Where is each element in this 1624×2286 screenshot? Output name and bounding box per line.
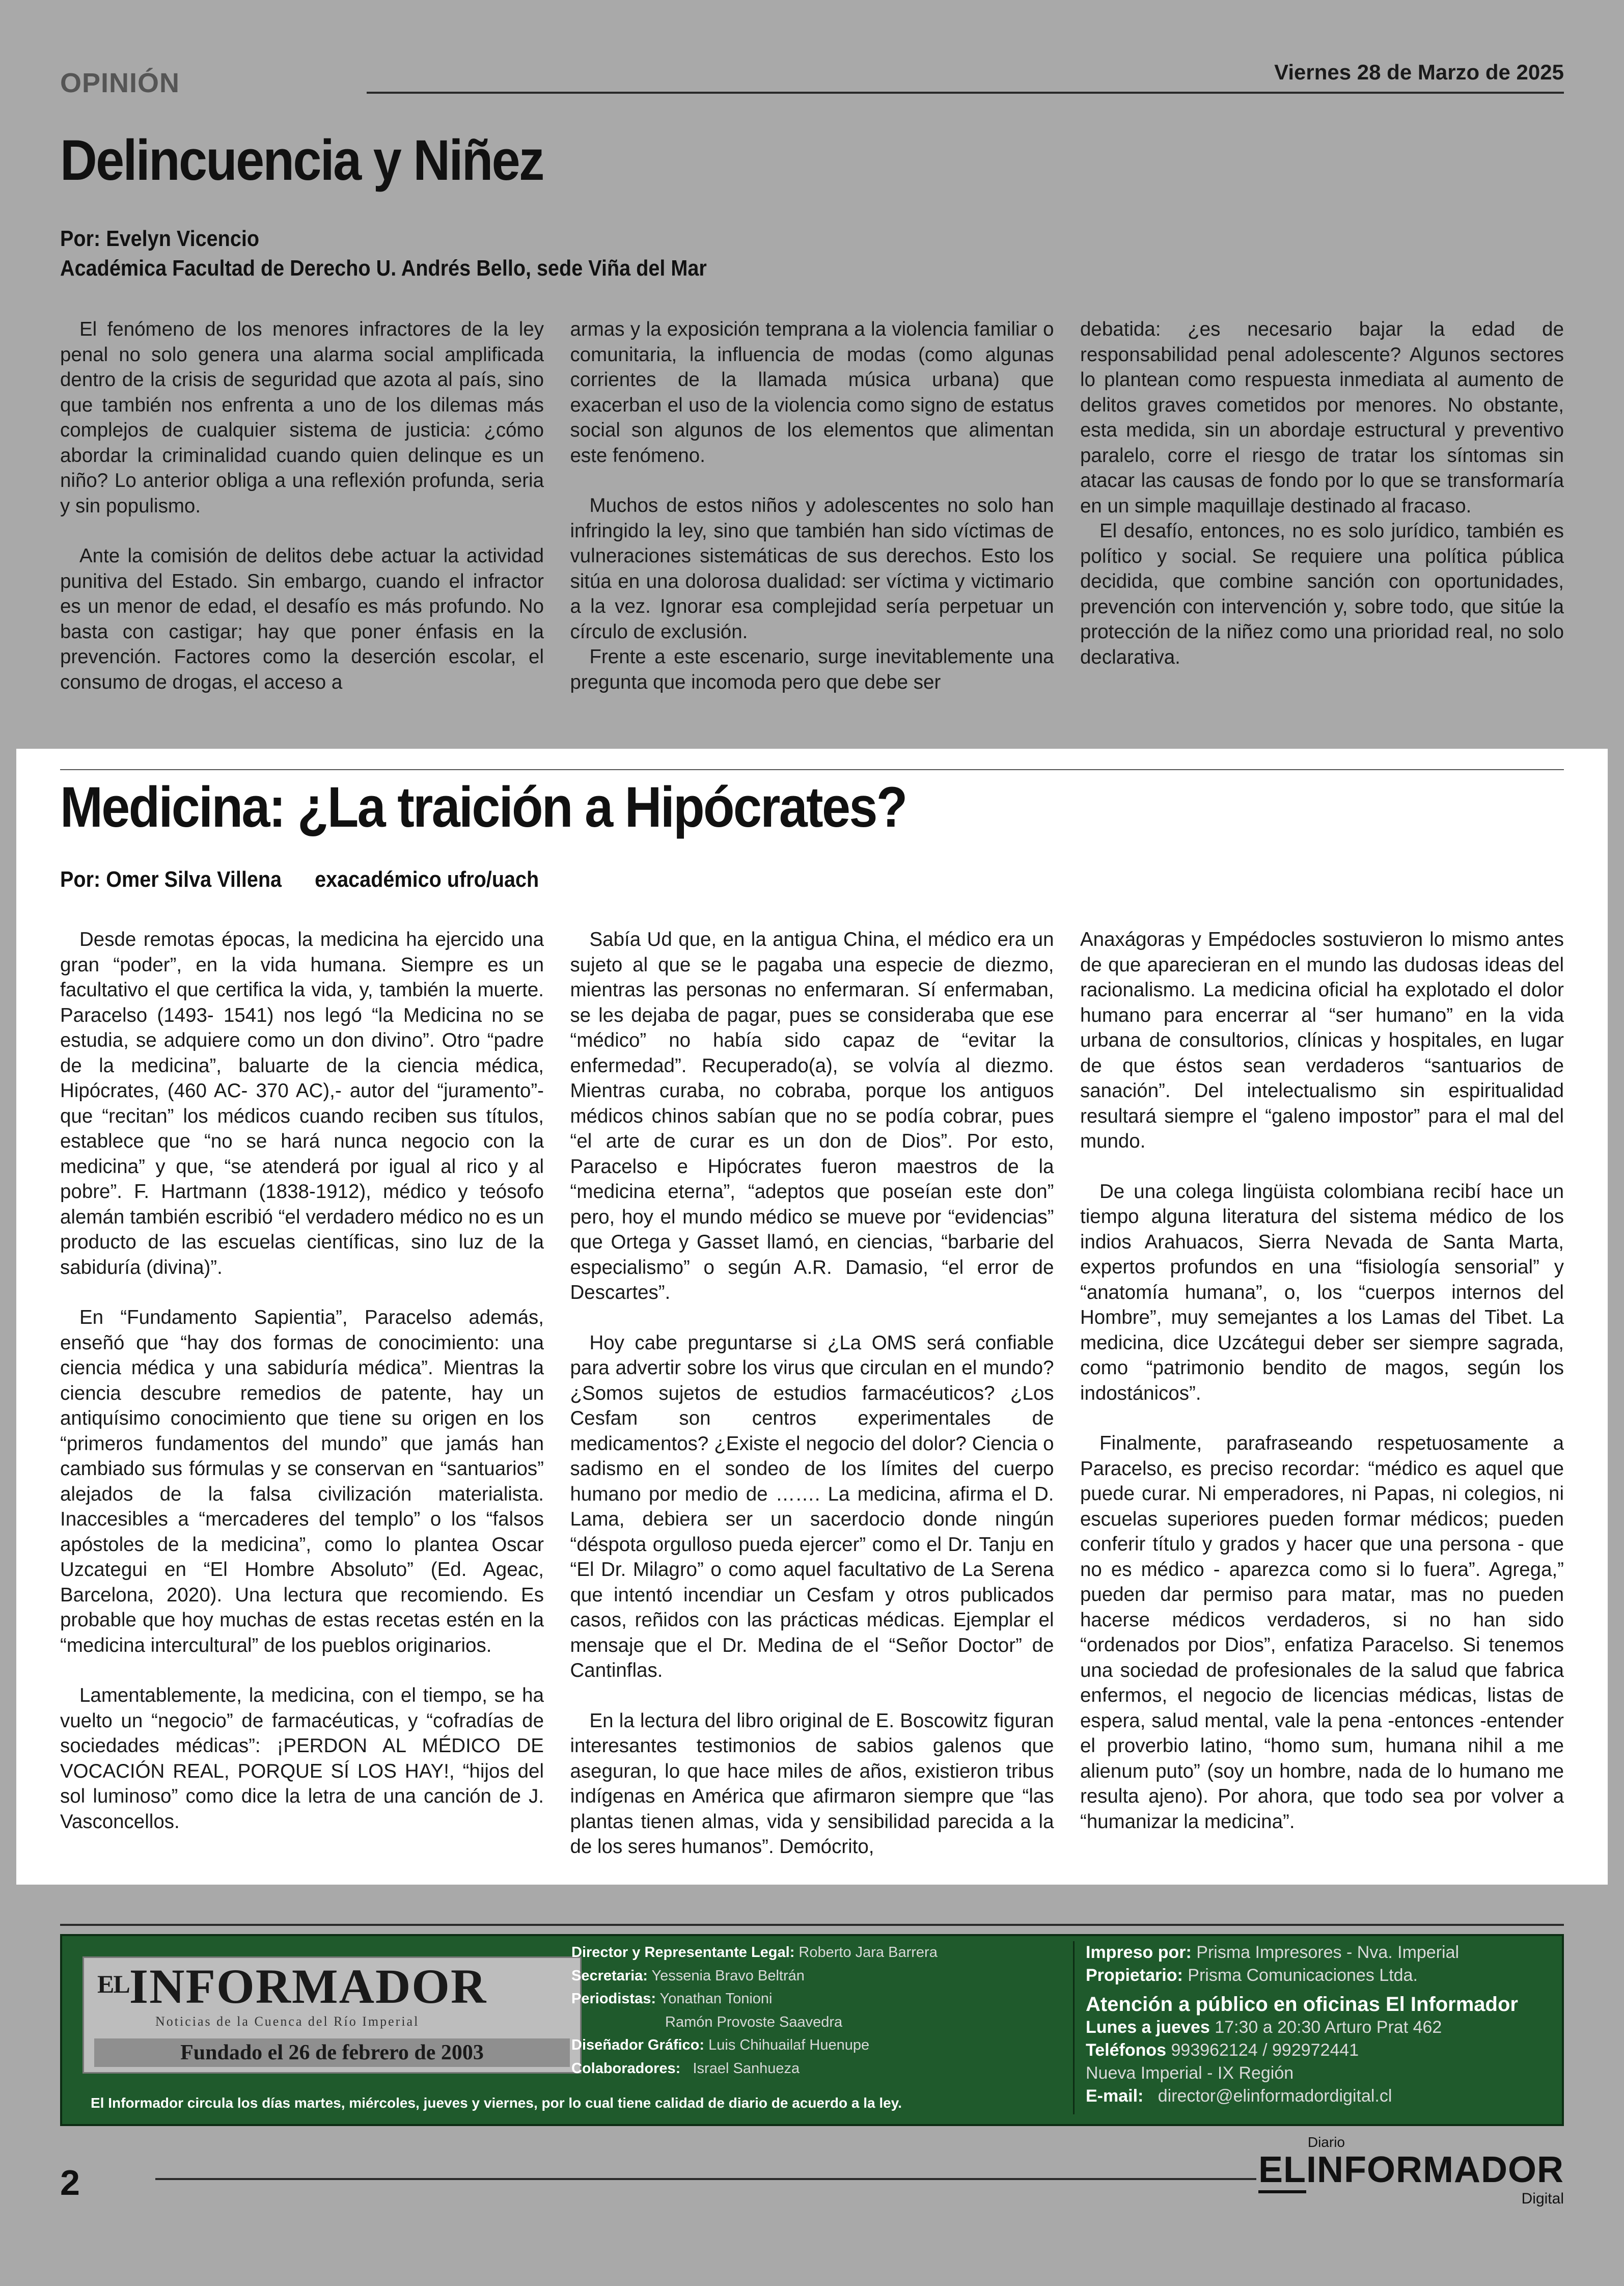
panel-rule: [60, 769, 1564, 770]
author-name: Por: Evelyn Vicencio: [60, 226, 260, 251]
logo-tagline: Noticias de la Cuenca del Río Imperial: [155, 2014, 420, 2029]
credit-secretary: [571, 1965, 938, 1988]
office-hours: [1086, 2016, 1518, 2039]
info-label: Impreso por:: [1086, 1943, 1192, 1962]
info-value: Prisma Impresores - Nva. Imperial: [1196, 1943, 1460, 1962]
paragraph: Sabía Ud que, en la antigua China, el médico era un sujeto al que se le pagaba una especie de diezmo, mientras las personas no enfermaran. Sí enfermaban, se les dejaba de pagar, pues se consideraba que ese “médico” no había sido capaz de “evitar la enfermedad”. Recuperado(a), se volvía al diezmo. Mientras curaba, no cobraba, porque los antiguos médicos chinos sabían que no se podía cobrar, pues “el arte de curar es un don de Dios”. Por esto, Paracelso e Hipócrates fueron maestros de la “medicina eterna”, “adeptos que poseían este don” pero, hoy el mundo médico se mueve por “evidencias” que Ortega y Gasset llamó, en ciencias, “barbarie del especialismo” o según A.R. Damasio, “el error de Descartes”.: [570, 929, 1054, 1303]
paragraph: El desafío, entonces, no es solo jurídico, también es político y social. Se requiere una política pública decidida, que combine sanción con oportunidades, prevención con intervención y, sobre todo, que sitúe la protección de la niñez como una prioridad real, no solo declarativa.: [1080, 520, 1564, 668]
print-info: [1086, 1941, 1518, 2108]
info-label: Teléfonos: [1086, 2040, 1167, 2060]
info-label: Propietario:: [1086, 1966, 1183, 1985]
credit-label: Periodistas:: [571, 1991, 656, 2007]
credit-value: Yonathan Tonioni: [659, 1991, 773, 2007]
author-name: Por: Omer Silva Villena: [60, 867, 282, 892]
founded-date: Fundado el 26 de febrero de 2003: [94, 2038, 570, 2067]
author-affiliation: exacadémico ufro/uach: [315, 867, 539, 892]
paragraph: Hoy cabe preguntarse si ¿La OMS será confiable para advertir sobre los virus que circulan en el mundo? ¿Somos sujetos de estudios farmacéuticos? ¿Los Cesfam son centros experimentales de medicamentos? ¿Existe el negocio del dolor? Ciencia o sadismo en el sondeo de los límites del cuerpo humano por medio de ……. La medicina, afirma el D. Lama, debiera ser un sacerdocio donde ningún “déspota orgulloso pueda ejercer” como el Dr. Tanju en “El Dr. Milagro” o como aquel facultativo de La Serena que intentó incendiar un Cesfam y otros publicados casos, reñidos con las prácticas médicas. Ejemplar el mensaje que el Dr. Medina de el “Señor Doctor” de Cantinflas.: [570, 1331, 1054, 1681]
info-value: 993962124 / 992972441: [1171, 2040, 1359, 2060]
paragraph: debatida: ¿es necesario bajar la edad de responsabilidad penal adolescente? Algunos sectores lo plantean como respuesta inmediata al aumento de delitos graves cometidos por menores. No obstante, esta medida, sin un abordaje estructural y preventivo paralelo, corre el riesgo de tratar los síntomas sin atacar las causas de fondo por lo que se transformaría en un simple maquillaje destinado al fracaso.: [1080, 318, 1564, 517]
info-value: Prisma Comunicaciones Ltda.: [1188, 1966, 1418, 1985]
credit-value: Roberto Jara Barrera: [799, 1944, 938, 1961]
issue-date: Viernes 28 de Marzo de 2025: [1274, 60, 1564, 84]
article-column-1: [60, 927, 544, 1860]
info-label: E-mail:: [1086, 2086, 1144, 2106]
credit-journalists: [571, 1988, 938, 2011]
credit-value: Israel Sanhueza: [693, 2060, 800, 2077]
paragraph: Anaxágoras y Empédocles sostuvieron lo mismo antes de que aparecieran en el mundo las dudosas ideas del racionalismo. La medicina oficial ha explotado el dolor humano para encerrar al “ser humano” en la vida urbana de consultorios, clínicas y hospitales, en lugar de que éstos sean verdaderos “santuarios de sanación”. Del intelectualismo sin espiritualidad resultará siempre el “galeno impostor” para el mal del mundo.: [1080, 929, 1564, 1152]
brand-post: Digital: [1521, 2190, 1564, 2207]
office-attention: Atención a público en oficinas El Informador: [1086, 1993, 1518, 2016]
paragraph: Desde remotas épocas, la medicina ha ejercido una gran “poder”, en la vida humana. Siempre es un facultativo el que certifica la vida, y, también la muerte. Paracelso (1493- 1541) nos legó “la Medicina no se estudia, se adquiere como un don divino”. Otro “padre de la medicina”, baluarte de la ciencia médica, Hipócrates, (460 AC- 370 AC),- autor del “juramento”- que “recitan” los médicos cuando reciben sus títulos, establece que “no se hará nunca negocio con la medicina” y que, “se atenderá por igual al rico y al pobre”. F. Hartmann (1838-1912), médico y teósofo alemán también escribió “el verdadero médico no es un producto de las escuelas científicas, sino luz de la sabiduría (divina)”.: [60, 929, 544, 1278]
paragraph: Frente a este escenario, surge inevitablemente una pregunta que incomoda pero que debe ser: [570, 646, 1054, 693]
paragraph: Finalmente, parafraseando respetuosamente a Paracelso, es preciso recordar: “médico es aquel que puede curar. Ni emperadores, ni Papas, ni colegios, ni escuelas superiores pueden formar médicos; pueden conferir título y grados y hacer que una persona - que no es médico - aparezca como si lo fuera”. Agrega,” pueden dar permiso para matar, mas no pueden hacerse médicos verdaderos, si no han sido “ordenados por Dios”, enfatiza Paracelso. Si tenemos una sociedad de profesionales de la salud que fabrica enfermos, el negocio de licencias médicas, listas de espera, salud mental, vale la pena -entonces -entender el proverbio latino, “homo sum, humana nihil a me alienum puto” (soy un hombre, nada de lo humano me resulta ajeno). Por ahora, que todo sea por volver a “humanizar la medicina”.: [1080, 1432, 1564, 1833]
paragraph: Lamentablemente, la medicina, con el tiempo, se ha vuelto un “negocio” de farmacéuticas, y “cofradías de sociedades médicas”: ¡PERDON AL MÉDICO DE VOCACIÓN REAL, PORQUE SÍ LOS HAY!, “hijos del sol luminoso” como dice la letra de una canción de J. Vasconcellos.: [60, 1684, 544, 1833]
paragraph: En “Fundamento Sapientia”, Paracelso además, enseñó que “hay dos formas de conocimiento: una ciencia médica y una sabiduría médica”. Mientras la ciencia descubre remedios de patente, hay un antiquísimo conocimiento que tiene su origen en los “primeros fundamentos del mundo” que jamás han cambiado sus fórmulas y se conservan en “santuarios” alejados de la falsa civilización materialista. Inaccesibles a “mercaderes del templo” o los “falsos apóstoles de la medicina”, como lo plantea Oscar Uzcategui en “El Hombre Absoluto” (Ed. Ageac, Barcelona, 2020). Una lectura que recomiendo. Es probable que hoy muchas de estas recetas estén en la “medicina intercultural” de los pueblos originarios.: [60, 1307, 544, 1656]
newspaper-logo: [82, 1956, 582, 2074]
article-delincuencia: [60, 127, 1564, 739]
masthead-divider: [1073, 1941, 1075, 2114]
article-column-2: [570, 927, 1054, 1860]
credit-label: Colaboradores:: [571, 2060, 681, 2077]
article-columns: [60, 317, 1564, 695]
article-column-2: [570, 317, 1054, 695]
paragraph: Ante la comisión de delitos debe actuar la actividad punitiva del Estado. Sin embargo, cuando el infractor es un menor de edad, el desafío es más profundo. No basta con castigar; hay que poner énfasis en la prevención. Factores como la deserción escolar, el consumo de drogas, el acceso a: [60, 545, 544, 693]
article-byline: [60, 224, 707, 283]
brand-name: [1258, 2149, 1564, 2193]
owner: [1086, 1964, 1518, 1987]
brand-pre: Diario: [1307, 2134, 1345, 2150]
office-location: Nueva Imperial - IX Región: [1086, 2063, 1294, 2083]
staff-credits: [571, 1941, 938, 2080]
credit-designer: [571, 2034, 938, 2057]
credit-label: Secretaria:: [571, 1967, 648, 1984]
paragraph: armas y la exposición temprana a la violencia familiar o comunitaria, la influencia de modas (como algunas corrientes de la llamada música urbana) que exacerban el uso de la violencia como signo de estatus social son algunos de los elementos que alimentan este fenómeno.: [570, 318, 1054, 467]
credit-value: Luis Chihuailaf Huenupe: [708, 2037, 870, 2053]
info-label: Lunes a jueves: [1086, 2018, 1210, 2037]
article-column-3: [1080, 927, 1564, 1860]
brand-logo: [1258, 2134, 1564, 2208]
article-column-1: [60, 317, 544, 695]
section-label: OPINIÓN: [60, 68, 180, 98]
paragraph: Muchos de estos niños y adolescentes no solo han infringido la ley, sino que también han sido víctimas de vulneraciones sistemáticas de sus derechos. Esto los sitúa en una dolorosa dualidad: ser víctima y victimario a la vez. Ignorar esa complejidad sería perpetuar un círculo de exclusión.: [570, 495, 1054, 643]
paragraph: De una colega lingüista colombiana recibí hace un tiempo alguna literatura del sistema médico de los indios Arahuacos, Sierra Nevada de Santa Marta, expertos profundos en una “fisiología sensorial” y “anatomía humana”, o, los “cuerpos internos del Hombre”, muy semejantes a los Lamas del Tibet. La medicina, dice Uzcátegui deber ser siempre sagrada, como “patrimonio bendito de magos, según los indostánicos”.: [1080, 1180, 1564, 1404]
header-rule: [367, 92, 1564, 94]
circulation-note: El Informador circula los días martes, miércoles, jueves y viernes, por lo cual tiene calidad de diario de acuerdo a la ley.: [91, 2095, 902, 2111]
credit-collaborators: [571, 2057, 938, 2081]
printer: [1086, 1941, 1518, 1964]
article-title: Medicina: ¿La traición a Hipócrates?: [60, 775, 906, 839]
article-byline: [60, 865, 566, 894]
page-number: 2: [60, 2163, 80, 2202]
article-columns: [60, 927, 1564, 1860]
brand-main-name: INFORMADOR: [1306, 2149, 1564, 2190]
office-phones: [1086, 2039, 1518, 2062]
info-value: 17:30 a 20:30 Arturo Prat 462: [1215, 2018, 1442, 2037]
author-affiliation: Académica Facultad de Derecho U. Andrés Bello, sede Viña del Mar: [60, 256, 707, 281]
credit-value: Yessenia Bravo Beltrán: [651, 1967, 805, 1984]
credit-label: Diseñador Gráfico:: [571, 2037, 705, 2053]
footer-rule: [60, 1924, 1564, 1926]
credit-director: [571, 1941, 938, 1965]
email-link[interactable]: director@elinformadordigital.cl: [1158, 2086, 1392, 2106]
newspaper-masthead: [60, 1934, 1564, 2126]
credit-label: Director y Representante Legal:: [571, 1944, 795, 1961]
credit-value: Ramón Provoste Saavedra: [665, 2013, 843, 2030]
article-title: Delincuencia y Niñez: [60, 128, 543, 192]
article-column-3: [1080, 317, 1564, 695]
article-medicina: [60, 774, 1564, 1880]
logo-name: INFORMADOR: [129, 1959, 487, 2013]
paragraph: En la lectura del libro original de E. Boscowitz figuran interesantes testimonios de sabios galenos que aseguran, lo que hace miles de años, existieron tribus indígenas en América que afirmaron siempre que “las plantas tienen almas, vida y sensibilidad parecida a la de los seres humanos”. Demócrito,: [570, 1709, 1054, 1858]
logo-title: [97, 1958, 487, 2015]
bottom-rule: [155, 2178, 1256, 2180]
logo-el: EL: [97, 1970, 129, 1998]
brand-el: EL: [1258, 2149, 1306, 2193]
paragraph: El fenómeno de los menores infractores de la ley penal no solo genera una alarma social amplificada dentro de la crisis de seguridad que azota al país, sino que también nos enfrenta a uno de los dilemas más complejos de cualquier sistema de justicia: ¿cómo abordar la criminalidad cuando quien delinque es un niño? Lo anterior obliga a una reflexión profunda, seria y sin populismo.: [60, 318, 544, 517]
office-email: [1086, 2085, 1518, 2108]
